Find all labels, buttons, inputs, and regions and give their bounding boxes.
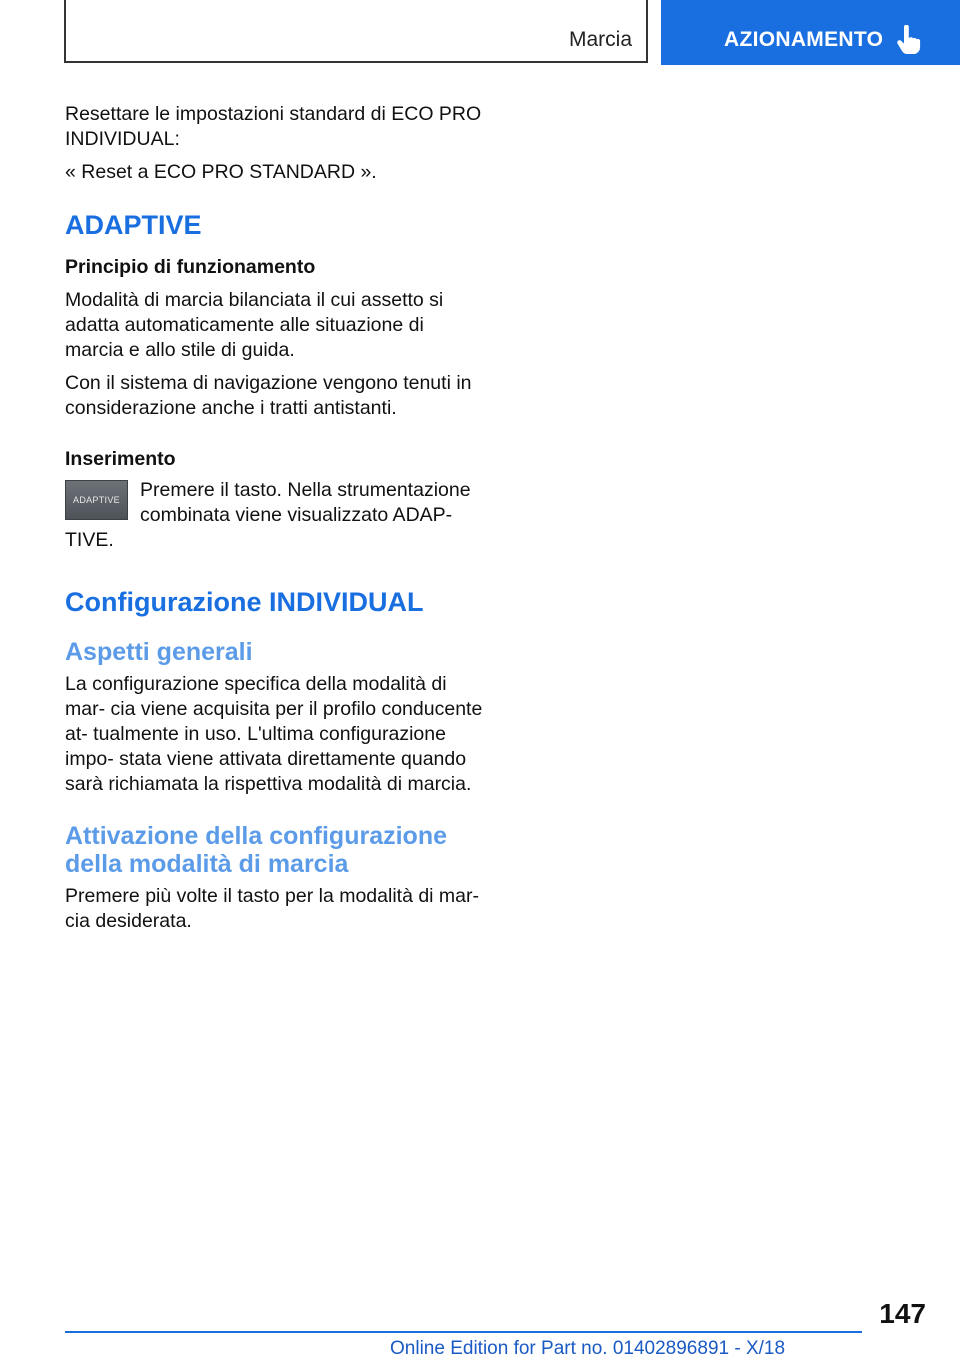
principle-heading: Principio di funzionamento <box>65 256 316 278</box>
principle-paragraph-1: Modalità di marcia bilanciata il cui assetto si adatta automaticamente alle situazione di marcia e allo stile di guida. <box>65 289 444 361</box>
page-header <box>0 0 960 66</box>
activation-heading: Attivazione della configurazione della modalità di marcia <box>65 822 447 878</box>
page-number: 147 <box>879 1298 926 1329</box>
chapter-title: AZIONAMENTO <box>724 28 884 51</box>
insert-text-continued: TIVE. <box>65 529 114 551</box>
footer-divider <box>65 1331 862 1333</box>
general-heading: Aspetti generali <box>65 638 253 666</box>
insert-text: Premere il tasto. Nella strumentazione combinata viene visualizzato ADAP‐ <box>140 479 471 526</box>
section-header-box <box>64 0 648 63</box>
reset-menu-item: « Reset a ECO PRO STANDARD ». <box>65 161 377 183</box>
reset-text: Resettare le impostazioni standard di ECO PRO INDIVIDUAL: <box>65 103 482 150</box>
page-content <box>65 102 485 934</box>
insert-block <box>65 478 485 528</box>
adaptive-button-label: ADAPTIVE <box>73 495 120 505</box>
footer-edition: Online Edition for Part no. 01402896891 - X/18 <box>390 1338 786 1359</box>
config-heading: Configurazione INDIVIDUAL <box>65 587 424 617</box>
adaptive-button[interactable] <box>65 480 128 520</box>
insert-heading: Inserimento <box>65 448 176 470</box>
hand-pointer-icon <box>895 25 921 55</box>
chapter-tab[interactable] <box>661 0 960 65</box>
general-paragraph: La configurazione specifica della modalità di mar‐ cia viene acquisita per il profilo conducente at‐ tualmente in uso. L'ultima configurazione impo‐ stata viene attivata direttamente quando sarà richiamata la rispettiva modalità di marcia. <box>65 673 483 795</box>
section-title: Marcia <box>568 28 632 51</box>
adaptive-heading: ADAPTIVE <box>65 210 202 240</box>
activation-paragraph: Premere più volte il tasto per la modalità di mar‐ cia desiderata. <box>65 885 480 932</box>
principle-paragraph-2: Con il sistema di navigazione vengono tenuti in considerazione anche i tratti antistanti. <box>65 372 472 419</box>
